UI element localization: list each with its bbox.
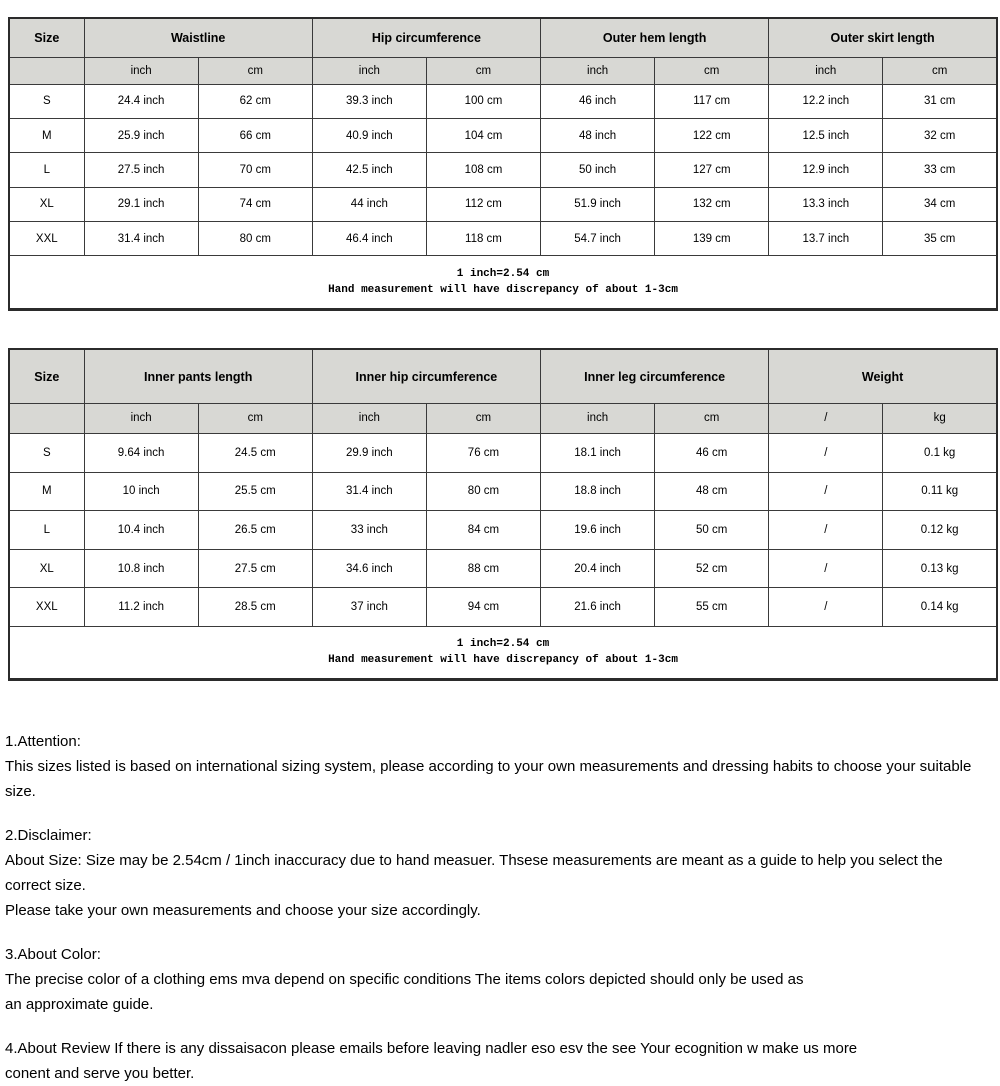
- value-cell: /: [769, 588, 883, 627]
- size-row-L: [9, 511, 997, 550]
- value-cell: 33 inch: [312, 511, 426, 550]
- value-cell: 55 cm: [655, 588, 769, 627]
- group-header: Outer hem length: [541, 18, 769, 57]
- size-row-L: [9, 153, 997, 187]
- unit-header: cm: [426, 403, 540, 433]
- size-cell: XXL: [9, 222, 84, 256]
- value-cell: 29.9 inch: [312, 433, 426, 472]
- value-cell: 51.9 inch: [541, 187, 655, 221]
- value-cell: /: [769, 549, 883, 588]
- group-header: Hip circumference: [312, 18, 540, 57]
- unit-header: inch: [541, 403, 655, 433]
- unit-header: cm: [198, 57, 312, 84]
- value-cell: 34.6 inch: [312, 549, 426, 588]
- value-cell: 0.11 kg: [883, 472, 997, 511]
- value-cell: 84 cm: [426, 511, 540, 550]
- value-cell: /: [769, 511, 883, 550]
- value-cell: 66 cm: [198, 118, 312, 152]
- size-row-S: [9, 84, 997, 118]
- note-paragraph-3: 3.About Color: The precise color of a clothing ems mva depend on specific conditions The items colors depicted should only be used as an approximate guide.: [5, 945, 804, 1013]
- value-cell: 33 cm: [883, 153, 997, 187]
- value-cell: 132 cm: [655, 187, 769, 221]
- value-cell: 100 cm: [426, 84, 540, 118]
- value-cell: 27.5 inch: [84, 153, 198, 187]
- value-cell: 122 cm: [655, 118, 769, 152]
- group-header: Weight: [769, 349, 997, 403]
- unit-header: cm: [198, 403, 312, 433]
- group-header: Waistline: [84, 18, 312, 57]
- value-cell: 31 cm: [883, 84, 997, 118]
- value-cell: 11.2 inch: [84, 588, 198, 627]
- value-cell: 80 cm: [426, 472, 540, 511]
- value-cell: 0.13 kg: [883, 549, 997, 588]
- value-cell: 21.6 inch: [541, 588, 655, 627]
- value-cell: 31.4 inch: [84, 222, 198, 256]
- value-cell: 112 cm: [426, 187, 540, 221]
- outer-size-chart: [8, 17, 998, 311]
- value-cell: 0.14 kg: [883, 588, 997, 627]
- value-cell: 108 cm: [426, 153, 540, 187]
- value-cell: 27.5 cm: [198, 549, 312, 588]
- value-cell: 44 inch: [312, 187, 426, 221]
- value-cell: 46.4 inch: [312, 222, 426, 256]
- value-cell: 34 cm: [883, 187, 997, 221]
- value-cell: 46 cm: [655, 433, 769, 472]
- size-cell: XL: [9, 549, 84, 588]
- unit-header: kg: [883, 403, 997, 433]
- value-cell: 48 inch: [541, 118, 655, 152]
- value-cell: 48 cm: [655, 472, 769, 511]
- unit-header: /: [769, 403, 883, 433]
- value-cell: 37 inch: [312, 588, 426, 627]
- value-cell: 10.4 inch: [84, 511, 198, 550]
- unit-header: inch: [84, 403, 198, 433]
- value-cell: 19.6 inch: [541, 511, 655, 550]
- empty-unit-cell: [9, 403, 84, 433]
- group-header: Inner hip circumference: [312, 349, 540, 403]
- unit-header: inch: [541, 57, 655, 84]
- empty-unit-cell: [9, 57, 84, 84]
- note-paragraph-1: 1.Attention: This sizes listed is based on international sizing system, please according to your own measurements and dressing habits to choose your suitable size.: [5, 732, 972, 800]
- unit-header: cm: [883, 57, 997, 84]
- size-column-header: Size: [9, 349, 84, 403]
- value-cell: 26.5 cm: [198, 511, 312, 550]
- value-cell: 12.9 inch: [769, 153, 883, 187]
- value-cell: 25.9 inch: [84, 118, 198, 152]
- value-cell: 74 cm: [198, 187, 312, 221]
- table-footnote: 1 inch=2.54 cm Hand measurement will have discrepancy of about 1-3cm: [9, 626, 997, 679]
- value-cell: 94 cm: [426, 588, 540, 627]
- value-cell: 24.5 cm: [198, 433, 312, 472]
- unit-header: cm: [426, 57, 540, 84]
- value-cell: 10.8 inch: [84, 549, 198, 588]
- size-column-header: Size: [9, 18, 84, 57]
- outer-garment-size-table-container: [0, 0, 1000, 311]
- group-header: Outer skirt length: [769, 18, 997, 57]
- value-cell: 54.7 inch: [541, 222, 655, 256]
- value-cell: 25.5 cm: [198, 472, 312, 511]
- value-cell: 50 cm: [655, 511, 769, 550]
- value-cell: 10 inch: [84, 472, 198, 511]
- value-cell: /: [769, 433, 883, 472]
- size-row-M: [9, 118, 997, 152]
- value-cell: 39.3 inch: [312, 84, 426, 118]
- size-cell: L: [9, 153, 84, 187]
- size-row-S: [9, 433, 997, 472]
- value-cell: 62 cm: [198, 84, 312, 118]
- value-cell: 0.1 kg: [883, 433, 997, 472]
- value-cell: 20.4 inch: [541, 549, 655, 588]
- value-cell: 18.1 inch: [541, 433, 655, 472]
- value-cell: 29.1 inch: [84, 187, 198, 221]
- group-header: Inner pants length: [84, 349, 312, 403]
- note-paragraph-2: 2.Disclaimer: About Size: Size may be 2.54cm / 1inch inaccuracy due to hand measuer. Thsese measurements are meant as a guide to help you select the correct size. Please take your own measurements and choose your size accordingly.: [5, 826, 943, 919]
- value-cell: 24.4 inch: [84, 84, 198, 118]
- size-cell: L: [9, 511, 84, 550]
- table-footnote: 1 inch=2.54 cm Hand measurement will have discrepancy of about 1-3cm: [9, 256, 997, 310]
- value-cell: 12.2 inch: [769, 84, 883, 118]
- group-header: Inner leg circumference: [541, 349, 769, 403]
- value-cell: 76 cm: [426, 433, 540, 472]
- size-cell: XL: [9, 187, 84, 221]
- value-cell: 35 cm: [883, 222, 997, 256]
- value-cell: 40.9 inch: [312, 118, 426, 152]
- size-row-XXL: [9, 588, 997, 627]
- size-cell: S: [9, 84, 84, 118]
- size-cell: M: [9, 118, 84, 152]
- unit-header: inch: [312, 403, 426, 433]
- value-cell: 18.8 inch: [541, 472, 655, 511]
- size-cell: XXL: [9, 588, 84, 627]
- value-cell: 13.3 inch: [769, 187, 883, 221]
- size-row-XL: [9, 187, 997, 221]
- value-cell: 50 inch: [541, 153, 655, 187]
- value-cell: 42.5 inch: [312, 153, 426, 187]
- unit-header: inch: [84, 57, 198, 84]
- unit-header: cm: [655, 57, 769, 84]
- value-cell: 13.7 inch: [769, 222, 883, 256]
- value-cell: 70 cm: [198, 153, 312, 187]
- inner-size-chart: [8, 348, 998, 680]
- value-cell: 31.4 inch: [312, 472, 426, 511]
- size-cell: M: [9, 472, 84, 511]
- unit-header: cm: [655, 403, 769, 433]
- value-cell: /: [769, 472, 883, 511]
- value-cell: 80 cm: [198, 222, 312, 256]
- value-cell: 88 cm: [426, 549, 540, 588]
- value-cell: 104 cm: [426, 118, 540, 152]
- value-cell: 9.64 inch: [84, 433, 198, 472]
- value-cell: 118 cm: [426, 222, 540, 256]
- value-cell: 52 cm: [655, 549, 769, 588]
- value-cell: 127 cm: [655, 153, 769, 187]
- size-row-M: [9, 472, 997, 511]
- value-cell: 12.5 inch: [769, 118, 883, 152]
- unit-header: inch: [769, 57, 883, 84]
- size-row-XL: [9, 549, 997, 588]
- unit-header: inch: [312, 57, 426, 84]
- value-cell: 46 inch: [541, 84, 655, 118]
- value-cell: 28.5 cm: [198, 588, 312, 627]
- note-paragraph-4: 4.About Review If there is any dissaisacon please emails before leaving nadler eso esv the see Your ecognition w make us more conent and serve you better.: [5, 1039, 858, 1082]
- value-cell: 139 cm: [655, 222, 769, 256]
- inner-garment-size-table-container: [0, 311, 1000, 680]
- value-cell: 117 cm: [655, 84, 769, 118]
- notes-section: [0, 681, 1000, 1086]
- value-cell: 32 cm: [883, 118, 997, 152]
- value-cell: 0.12 kg: [883, 511, 997, 550]
- size-cell: S: [9, 433, 84, 472]
- size-row-XXL: [9, 222, 997, 256]
